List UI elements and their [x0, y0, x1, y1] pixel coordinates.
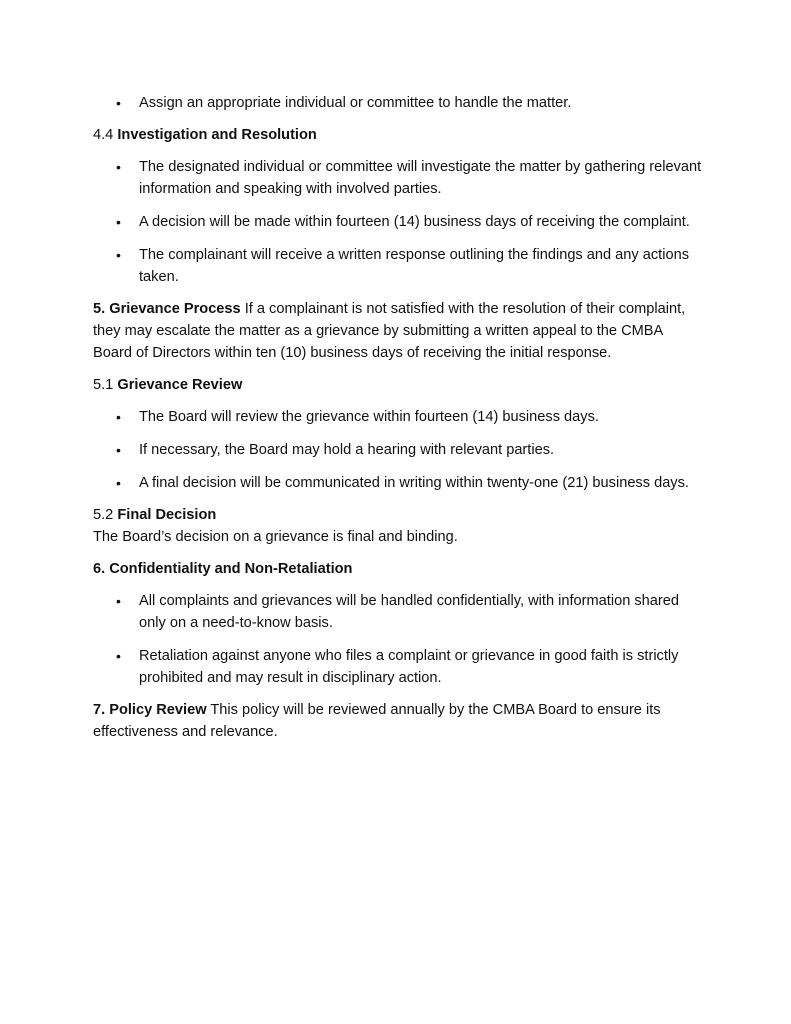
section-title: 6. Confidentiality and Non-Retaliation	[93, 561, 353, 577]
list-item	[93, 244, 703, 288]
bullet-icon: •	[116, 95, 121, 111]
list-item	[93, 406, 703, 428]
document-page	[93, 92, 703, 753]
section-6-list	[93, 590, 703, 689]
list-item	[93, 156, 703, 200]
list-item-text: The complainant will receive a written response outlining the findings and any actions taken.	[139, 247, 690, 285]
list-item	[93, 439, 703, 461]
list-item-text: All complaints and grievances will be handled confidentially, with information shared only on a need-to-know basis.	[139, 593, 679, 631]
list-item-text: Assign an appropriate individual or committee to handle the matter.	[139, 95, 572, 111]
list-item-text: Retaliation against anyone who files a complaint or grievance in good faith is strictly prohibited and may result in disciplinary action.	[139, 648, 679, 686]
bullet-icon: •	[116, 442, 121, 458]
list-item	[93, 92, 703, 114]
section-title: Grievance Review	[117, 377, 243, 393]
section-number: 4.4	[93, 127, 114, 143]
section-7-paragraph	[93, 699, 703, 743]
section-5-1-list	[93, 406, 703, 494]
section-title: Investigation and Resolution	[117, 127, 317, 143]
list-item-text: If necessary, the Board may hold a hearing with relevant parties.	[139, 442, 555, 458]
bullet-icon: •	[116, 648, 121, 664]
section-heading-6	[93, 558, 703, 580]
section-number: 5.1	[93, 377, 114, 393]
list-item	[93, 211, 703, 233]
section-5-paragraph	[93, 298, 703, 364]
list-item	[93, 645, 703, 689]
bullet-icon: •	[116, 593, 121, 609]
section-heading-4-4	[93, 124, 703, 146]
list-item	[93, 472, 703, 494]
bullet-icon: •	[116, 247, 121, 263]
top-bullet-list	[93, 92, 703, 114]
list-item-text: A decision will be made within fourteen (14) business days of receiving the complaint.	[139, 214, 690, 230]
list-item-text: A final decision will be communicated in writing within twenty-one (21) business days.	[139, 475, 689, 491]
section-text: This policy will be reviewed annually by the CMBA Board to ensure its effectiveness and relevance.	[93, 702, 661, 740]
list-item-text: The designated individual or committee will investigate the matter by gathering relevant information and speaking with involved parties.	[139, 159, 702, 197]
section-text: If a complainant is not satisfied with the resolution of their complaint, they may escalate the matter as a grievance by submitting a written appeal to the CMBA Board of Directors within ten (10) business days of receiving the initial response.	[93, 301, 686, 361]
bullet-icon: •	[116, 409, 121, 425]
bullet-icon: •	[116, 159, 121, 175]
section-heading-5-2	[93, 504, 703, 526]
section-title: Final Decision	[117, 507, 217, 523]
list-item-text: The Board will review the grievance within fourteen (14) business days.	[139, 409, 599, 425]
list-item	[93, 590, 703, 634]
section-title: 5. Grievance Process	[93, 301, 241, 317]
section-title: 7. Policy Review	[93, 702, 207, 718]
section-4-4-list	[93, 156, 703, 288]
bullet-icon: •	[116, 475, 121, 491]
section-number: 5.2	[93, 507, 114, 523]
bullet-icon: •	[116, 214, 121, 230]
section-heading-5-1	[93, 374, 703, 396]
section-5-2-text: The Board’s decision on a grievance is final and binding.	[93, 529, 458, 545]
